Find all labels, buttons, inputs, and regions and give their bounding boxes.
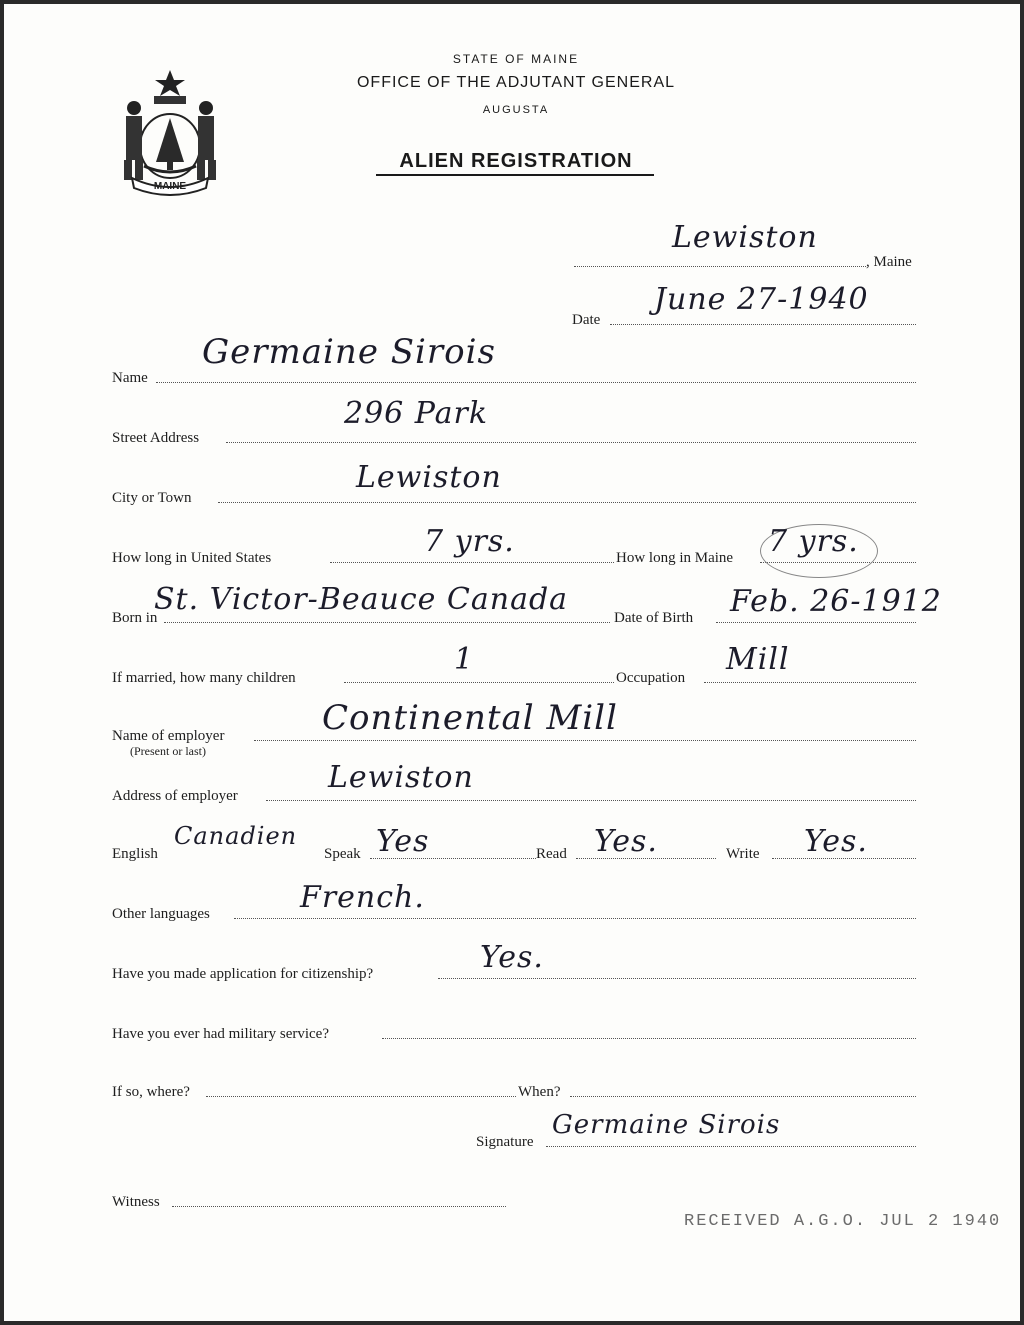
- employer-address-value: Lewiston: [328, 760, 474, 795]
- form-title: ALIEN REGISTRATION: [399, 150, 633, 172]
- occupation-label: Occupation: [616, 670, 686, 686]
- speak-label: Speak: [324, 846, 361, 862]
- occupation-line: [704, 682, 916, 683]
- date-value: June 27-1940: [654, 282, 869, 317]
- us-time-value: 7 yrs.: [424, 524, 515, 559]
- employer-line: [254, 740, 916, 741]
- write-label: Write: [726, 846, 760, 862]
- citizenship-value: Yes.: [480, 940, 544, 975]
- date-line: [610, 324, 916, 325]
- when-label: When?: [518, 1084, 561, 1100]
- city-value: Lewiston: [356, 460, 502, 495]
- city-line: [218, 502, 916, 503]
- place-line: [574, 266, 866, 267]
- registration-form: [4, 4, 1020, 1321]
- when-line: [570, 1096, 916, 1097]
- other-languages-label: Other languages: [112, 906, 210, 922]
- name-label: Name: [112, 370, 148, 386]
- employer-address-label: Address of employer: [112, 788, 238, 804]
- write-value: Yes.: [804, 824, 868, 859]
- name-value: Germaine Sirois: [202, 332, 496, 372]
- where-line: [206, 1096, 516, 1097]
- header-state: STATE OF MAINE: [452, 52, 580, 66]
- born-value: St. Victor-Beauce Canada: [154, 582, 569, 617]
- name-line: [156, 382, 916, 383]
- other-languages-line: [234, 918, 916, 919]
- english-label: English: [112, 846, 158, 862]
- where-label: If so, where?: [112, 1084, 190, 1100]
- speak-value: Yes: [376, 824, 430, 859]
- witness-label: Witness: [112, 1194, 160, 1210]
- street-line: [226, 442, 916, 443]
- dob-value: Feb. 26-1912: [730, 584, 942, 619]
- employer-label: Name of employer: [112, 728, 225, 744]
- employer-value: Continental Mill: [322, 698, 618, 738]
- english-value: Canadien: [174, 822, 298, 850]
- dob-label: Date of Birth: [614, 610, 694, 626]
- military-label: Have you ever had military service?: [112, 1026, 329, 1042]
- employer-address-line: [266, 800, 916, 801]
- citizenship-label: Have you made application for citizenship?: [112, 966, 374, 982]
- maine-time-value: 7 yrs.: [768, 524, 859, 559]
- signature-label: Signature: [476, 1134, 534, 1150]
- children-value: 1: [454, 642, 475, 677]
- street-label: Street Address: [112, 430, 200, 446]
- signature-line: [546, 1146, 916, 1147]
- place-value: Lewiston: [672, 220, 818, 255]
- signature-value: Germaine Sirois: [552, 1110, 781, 1140]
- header-city: AUGUSTA: [482, 104, 550, 116]
- occupation-value: Mill: [726, 642, 790, 677]
- children-line: [344, 682, 614, 683]
- read-label: Read: [536, 846, 567, 862]
- born-label: Born in: [112, 610, 158, 626]
- date-label: Date: [572, 312, 601, 328]
- dob-line: [716, 622, 916, 623]
- witness-line: [172, 1206, 506, 1207]
- place-suffix: , Maine: [866, 254, 912, 270]
- maine-time-label: How long in Maine: [616, 550, 734, 566]
- other-languages-value: French.: [300, 880, 425, 915]
- received-stamp: RECEIVED A.G.O. JUL 2 1940: [684, 1212, 1002, 1231]
- street-value: 296 Park: [344, 396, 489, 431]
- citizenship-line: [438, 978, 916, 979]
- seal-text: MAINE: [153, 181, 187, 192]
- us-time-line: [330, 562, 614, 563]
- us-time-label: How long in United States: [112, 550, 272, 566]
- read-value: Yes.: [594, 824, 658, 859]
- title-underline: [376, 174, 654, 176]
- children-label: If married, how many children: [112, 670, 296, 686]
- header-office: OFFICE OF THE ADJUTANT GENERAL: [356, 74, 676, 91]
- military-line: [382, 1038, 916, 1039]
- city-label: City or Town: [112, 490, 192, 506]
- employer-sublabel: (Present or last): [130, 744, 206, 758]
- born-line: [164, 622, 610, 623]
